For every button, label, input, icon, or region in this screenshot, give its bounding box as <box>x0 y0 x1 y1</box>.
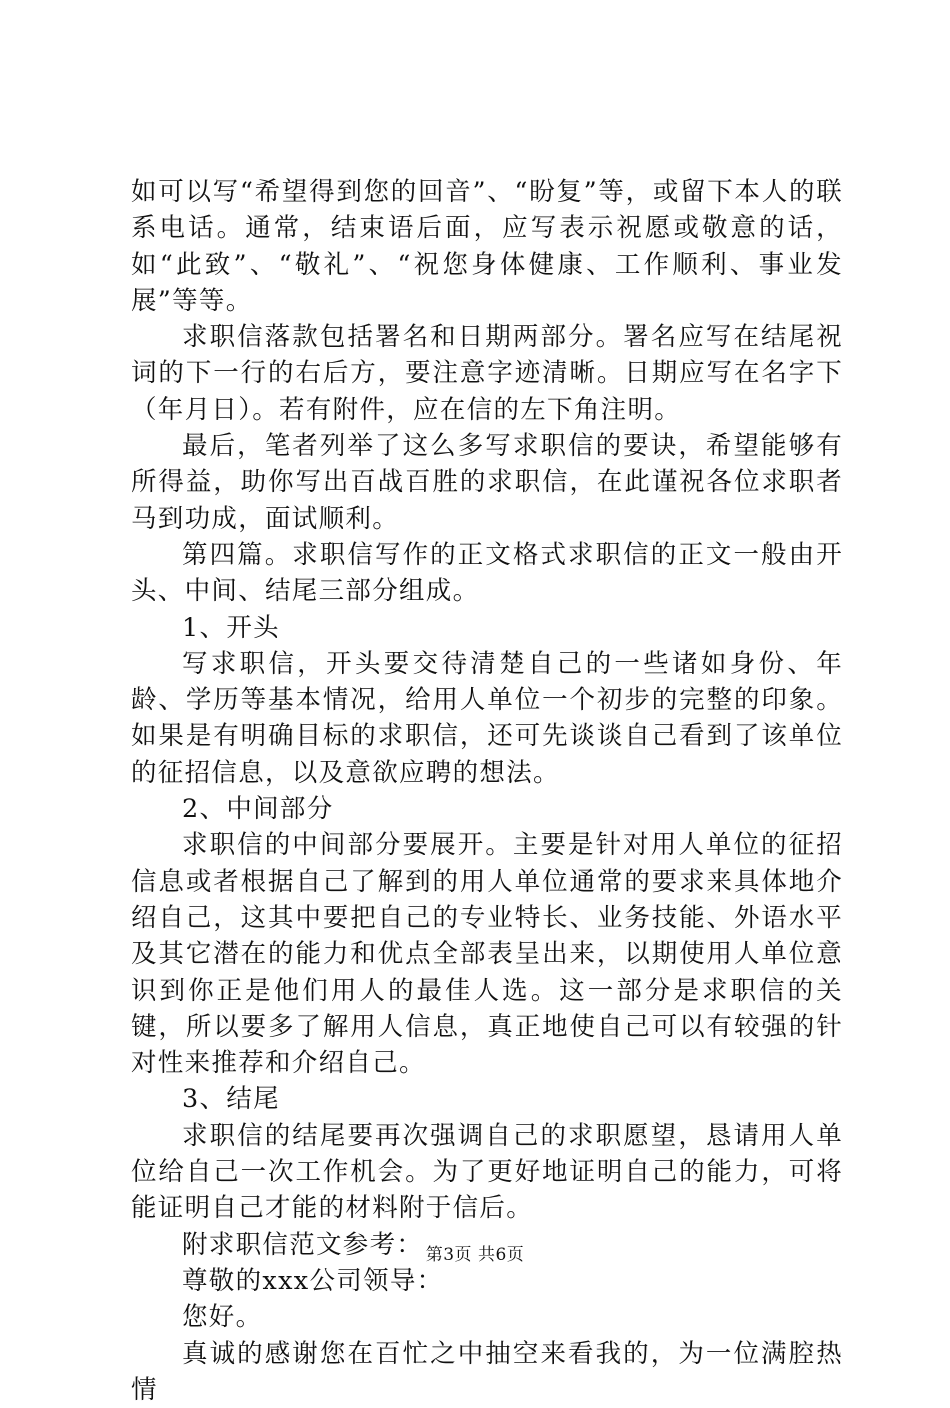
paragraph-ending: 求职信的结尾要再次强调自己的求职愿望，恳请用人单位给自己一次工作机会。为了更好地证明自己的能力，可将能证明自己才能的材料附于信后。 <box>131 1118 843 1227</box>
paragraph-closing-remarks: 如可以写“希望得到您的回音”、“盼复”等，或留下本人的联系电话。通常，结束语后面，应写表示祝愿或敬意的话，如“此致”、“敬礼”、“祝您身体健康、工作顺利、事业发展”等等。 <box>131 174 843 319</box>
page-number-footer: 第3页 共6页 <box>0 1245 950 1265</box>
sample-letter-body: 真诚的感谢您在百忙之中抽空来看我的，为一位满腔热情 <box>131 1336 843 1408</box>
paragraph-middle: 求职信的中间部分要展开。主要是针对用人单位的征招信息或者根据自己了解到的用人单位通常的要求来具体地介绍自己，这其中要把自己的专业特长、业务技能、外语水平及其它潜在的能力和优点全部表呈出来，以期使用人单位意识到你正是他们用人的最佳人选。这一部分是求职信的关键，所以要多了解用人信息，真正地使自己可以有较强的针对性来推荐和介绍自己。 <box>131 827 843 1081</box>
heading-ending: 3、结尾 <box>131 1081 843 1117</box>
paragraph-part-four-intro: 第四篇。求职信写作的正文格式求职信的正文一般由开头、中间、结尾三部分组成。 <box>131 537 843 610</box>
heading-opening: 1、开头 <box>131 610 843 646</box>
sample-letter-greeting: 您好。 <box>131 1299 843 1335</box>
paragraph-opening: 写求职信，开头要交待清楚自己的一些诸如身份、年龄、学历等基本情况，给用人单位一个初步的完整的印象。如果是有明确目标的求职信，还可先谈谈自己看到了该单位的征招信息，以及意欲应聘的想法。 <box>131 646 843 791</box>
paragraph-signature-date: 求职信落款包括署名和日期两部分。署名应写在结尾祝词的下一行的右后方，要注意字迹清晰。日期应写在名字下（年月日）。若有附件，应在信的左下角注明。 <box>131 319 843 428</box>
paragraph-final-wishes: 最后，笔者列举了这么多写求职信的要诀，希望能够有所得益，助你写出百战百胜的求职信，在此谨祝各位求职者马到功成，面试顺利。 <box>131 428 843 537</box>
document-body <box>131 174 843 1408</box>
sample-letter-heading: 附求职信范文参考： <box>131 1227 843 1263</box>
heading-middle: 2、中间部分 <box>131 791 843 827</box>
sample-letter-salutation: 尊敬的xxx公司领导： <box>131 1263 843 1299</box>
